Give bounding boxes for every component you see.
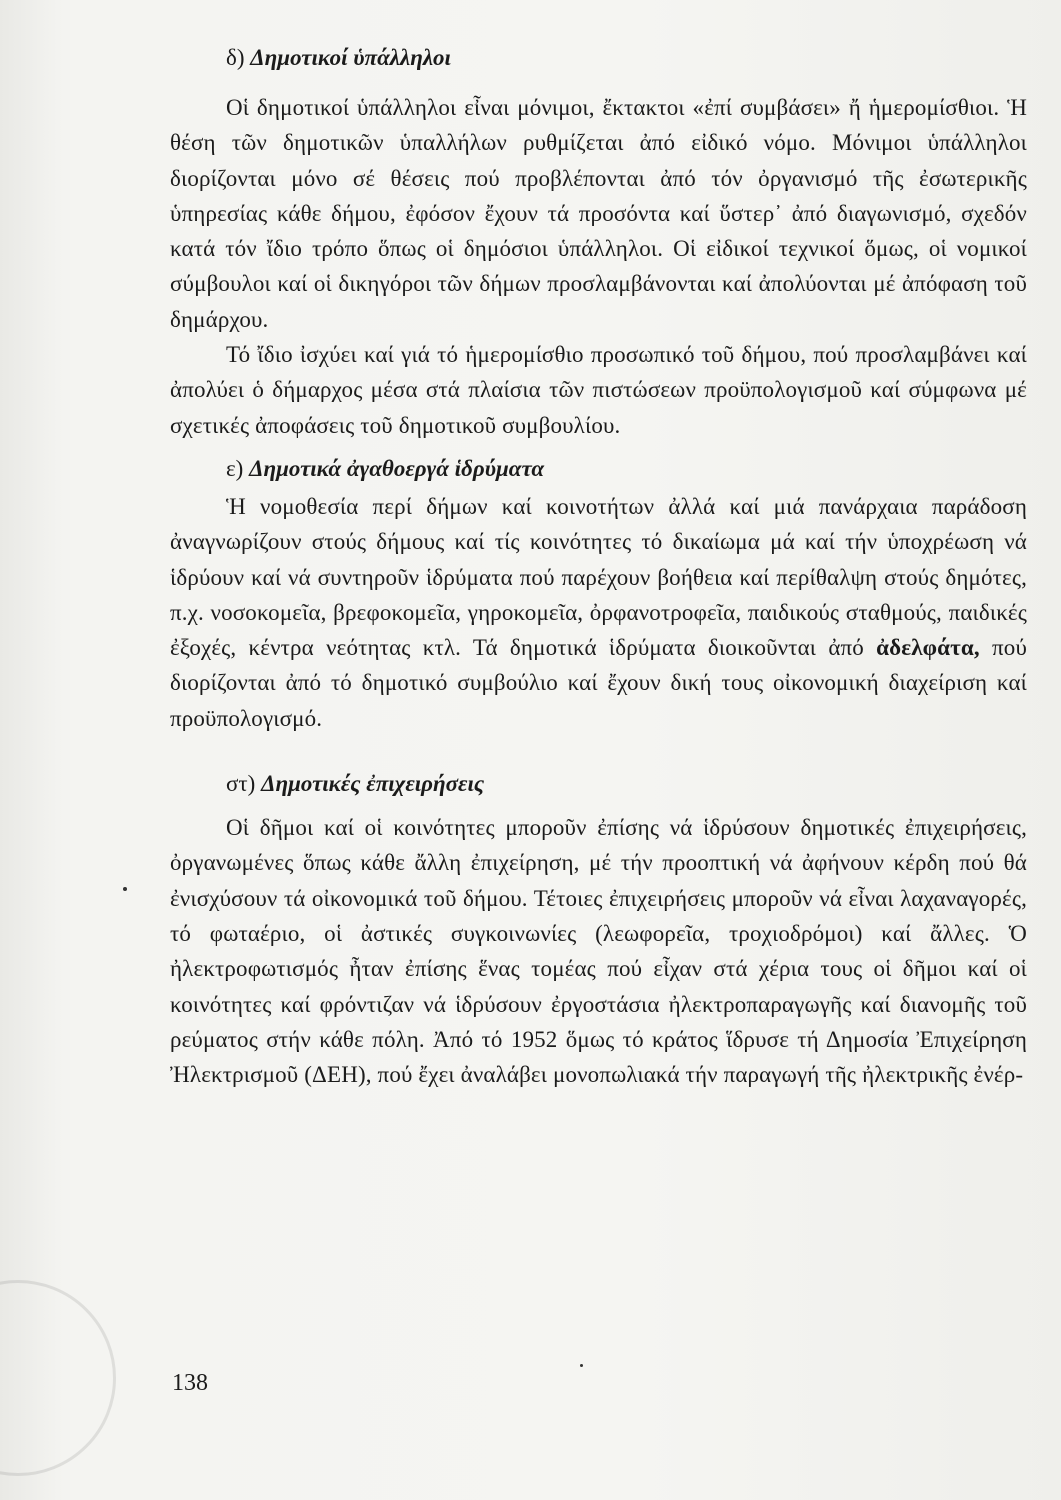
- paragraph-text: πού διορίζονται ἀπό τό δημοτικό συμβούλιο καί ἔχουν δική τους οἰκονομική διαχείριση καί προϋπολογισμό.: [170, 635, 1027, 731]
- paragraph: [170, 489, 1027, 736]
- section-heading-st: [226, 764, 1027, 804]
- section-heading-d: [226, 38, 1027, 78]
- bold-term: ἀδελφάτα,: [876, 635, 980, 661]
- ink-speck: [580, 1364, 583, 1367]
- paragraph: Οἱ δῆμοι καί οἱ κοινότητες μποροῦν ἐπίσης νά ἱδρύσουν δημοτικές ἐπιχειρήσεις, ὀργανωμένες ὅπως κάθε ἄλλη ἐπιχείρηση, μέ τήν προοπτική νά ἀφήνουν κέρδη πού θά ἐνισχύσουν τά οἰκονομικά τοῦ δήμου. Τέτοιες ἐπιχειρήσεις μποροῦν νά εἶναι λαχαναγορές, τό φωταέριο, οἱ ἀστικές συγκοινωνίες (λεωφορεῖα, τροχιοδρόμοι) καί ἄλλες. Ὁ ἠλεκτροφωτισμός ἦταν ἐπίσης ἕνας τομέας πού εἶχαν στά χέρια τους οἱ δῆμοι καί οἱ κοινότητες καί φρόντιζαν νά ἱδρύσουν ἐργοστάσια ἠλεκτροπαραγωγῆς καί διανομῆς τοῦ ρεύματος στήν κάθε πόλη. Ἀπό τό 1952 ὅμως τό κράτος ἵδρυσε τή Δημοσία Ἐπιχείρηση Ἠλεκτρισμοῦ (ΔΕΗ), πού ἔχει ἀναλάβει μονοπωλιακά τήν παραγωγή τῆς ἠλεκτρικῆς ἐνέρ-: [170, 815, 1027, 1088]
- ink-speck: [123, 887, 127, 891]
- section-title: Δημοτικές ἐπιχειρήσεις: [261, 771, 485, 797]
- section-label: στ): [226, 771, 256, 797]
- section-title: Δημοτικά ἀγαθοεργά ἱδρύματα: [249, 455, 545, 481]
- section-heading-e: [226, 449, 1027, 489]
- page-body: [170, 38, 1027, 1092]
- section-title: Δημοτικοί ὑπάλληλοι: [250, 45, 451, 70]
- paragraph: Τό ἴδιο ἰσχύει καί γιά τό ἡμερομίσθιο προσωπικό τοῦ δήμου, πού προσλαμβάνει καί ἀπολύει ὁ δήμαρχος μέσα στά πλαίσια τῶν πιστώσεων προϋπολογισμοῦ καί σύμφωνα μέ σχετικές ἀποφάσεις τοῦ δημοτικοῦ συμβουλίου.: [170, 342, 1027, 438]
- section-label: ε): [226, 455, 244, 481]
- section-label: δ): [226, 45, 245, 70]
- library-stamp-outline: [0, 1280, 116, 1476]
- paragraph: Οἱ δημοτικοί ὑπάλληλοι εἶναι μόνιμοι, ἔκτακτοι «ἐπί συμβάσει» ἤ ἡμερομίσθιοι. Ἡ θέση τῶν δημοτικῶν ὑπαλλήλων ρυθμίζεται ἀπό εἰδικό νόμο. Μόνιμοι ὑπάλληλοι διορίζονται μόνο σέ θέσεις πού προβλέπονται ἀπό τόν ὀργανισμό τῆς ἐσωτερικῆς ὑπηρεσίας κάθε δήμου, ἐφόσον ἔχουν τά προσόντα καί ὕστερ᾽ ἀπό διαγωνισμό, σχεδόν κατά τόν ἴδιο τρόπο ὅπως οἱ δημόσιοι ὑπάλληλοι. Οἱ εἰδικοί τεχνικοί ὅμως, οἱ νομικοί σύμβουλοι καί οἱ δικηγόροι τῶν δήμων προσλαμβάνονται καί ἀπολύονται μέ ἀπόφαση τοῦ δημάρχου.: [170, 95, 1027, 332]
- page-number: 138: [172, 1370, 208, 1396]
- paragraph-text: Ἡ νομοθεσία περί δήμων καί κοινοτήτων ἀλλά καί μιά πανάρχαια παράδοση ἀναγνωρίζουν στούς δήμους καί τίς κοινότητες τό δικαίωμα μά καί τήν ὑποχρέωση νά ἱδρύουν καί νά συντηροῦν ἱδρύματα πού παρέχουν βοήθεια καί περίθαλψη στούς δημότες, π.χ. νοσοκομεῖα, βρεφοκομεῖα, γηροκομεῖα, ὀρφανοτροφεῖα, παιδικούς σταθμούς, παιδικές ἐξοχές, κέντρα νεότητας κτλ. Τά δημοτικά ἱδρύματα διοικοῦνται ἀπό: [170, 493, 1027, 661]
